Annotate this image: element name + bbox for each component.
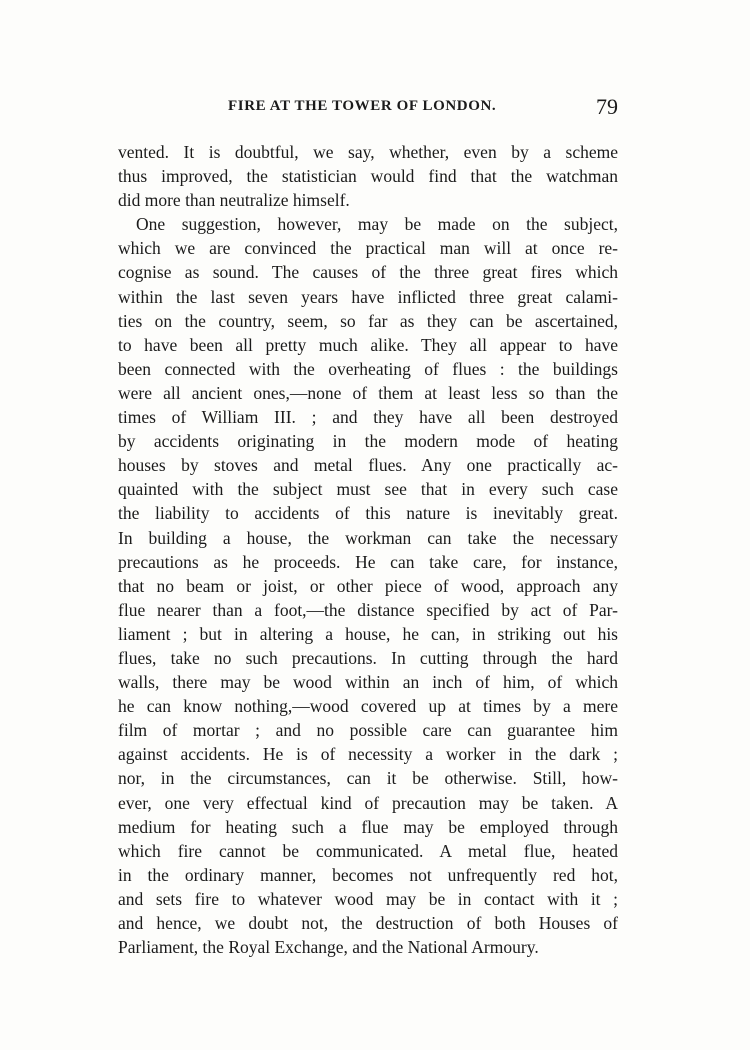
text-line: which we are convinced the practical man will at once re- [118,238,618,259]
running-head [118,94,618,124]
text-line: houses by stoves and metal flues. Any one practically ac- [118,455,618,476]
text-line: he can know nothing,—wood covered up at times by a mere [118,696,618,717]
text-line: by accidents originating in the modern mode of heating [118,431,618,452]
text-line: within the last seven years have inflicted three great calami- [118,286,618,307]
text-line: In building a house, the workman can take the necessary [118,527,618,548]
text-line: and sets fire to whatever wood may be in contact with it ; [118,888,618,909]
text-line: flue nearer than a foot,—the distance specified by act of Par- [118,599,618,620]
body-text [118,140,618,959]
text-line: nor, in the circumstances, can it be otherwise. Still, how- [118,768,618,789]
text-line: quainted with the subject must see that in every such case [118,479,618,500]
text-line: ever, one very effectual kind of precaution may be taken. A [118,792,618,813]
text-line: medium for heating such a flue may be employed through [118,816,618,837]
text-line: ties on the country, seem, so far as they can be ascertained, [118,310,618,331]
text-line: film of mortar ; and no possible care can guarantee him [118,720,618,741]
text-line: the liability to accidents of this nature is inevitably great. [118,503,618,524]
text-line: were all ancient ones,—none of them at least less so than the [118,382,618,403]
text-line: liament ; but in altering a house, he can, in striking out his [118,623,618,644]
text-line: cognise as sound. The causes of the three great fires which [118,262,618,283]
running-title: FIRE AT THE TOWER OF LONDON. [228,98,497,114]
page-number: 79 [596,94,618,119]
text-line: against accidents. He is of necessity a worker in the dark ; [118,744,618,765]
text-line: Parliament, the Royal Exchange, and the National Armoury. [118,937,539,958]
text-line: did more than neutralize himself. [118,190,350,211]
text-line: which fire cannot be communicated. A metal flue, heated [118,840,618,861]
text-line: walls, there may be wood within an inch of him, of which [118,672,618,693]
text-line: precautions as he proceeds. He can take care, for instance, [118,551,618,572]
text-line: been connected with the overheating of flues : the buildings [118,358,618,379]
text-line: to have been all pretty much alike. They all appear to have [118,334,618,355]
text-line: in the ordinary manner, becomes not unfrequently red hot, [118,864,618,885]
text-line: times of William III. ; and they have all been destroyed [118,407,618,428]
text-line: flues, take no such precautions. In cutting through the hard [118,647,618,668]
text-line: and hence, we doubt not, the destruction of both Houses of [118,913,618,933]
text-line: One suggestion, however, may be made on the subject, [136,214,618,235]
text-line: vented. It is doubtful, we say, whether, even by a scheme [118,142,618,162]
text-line: that no beam or joist, or other piece of wood, approach any [118,575,618,596]
text-line: thus improved, the statistician would find that the watchman [118,166,618,187]
